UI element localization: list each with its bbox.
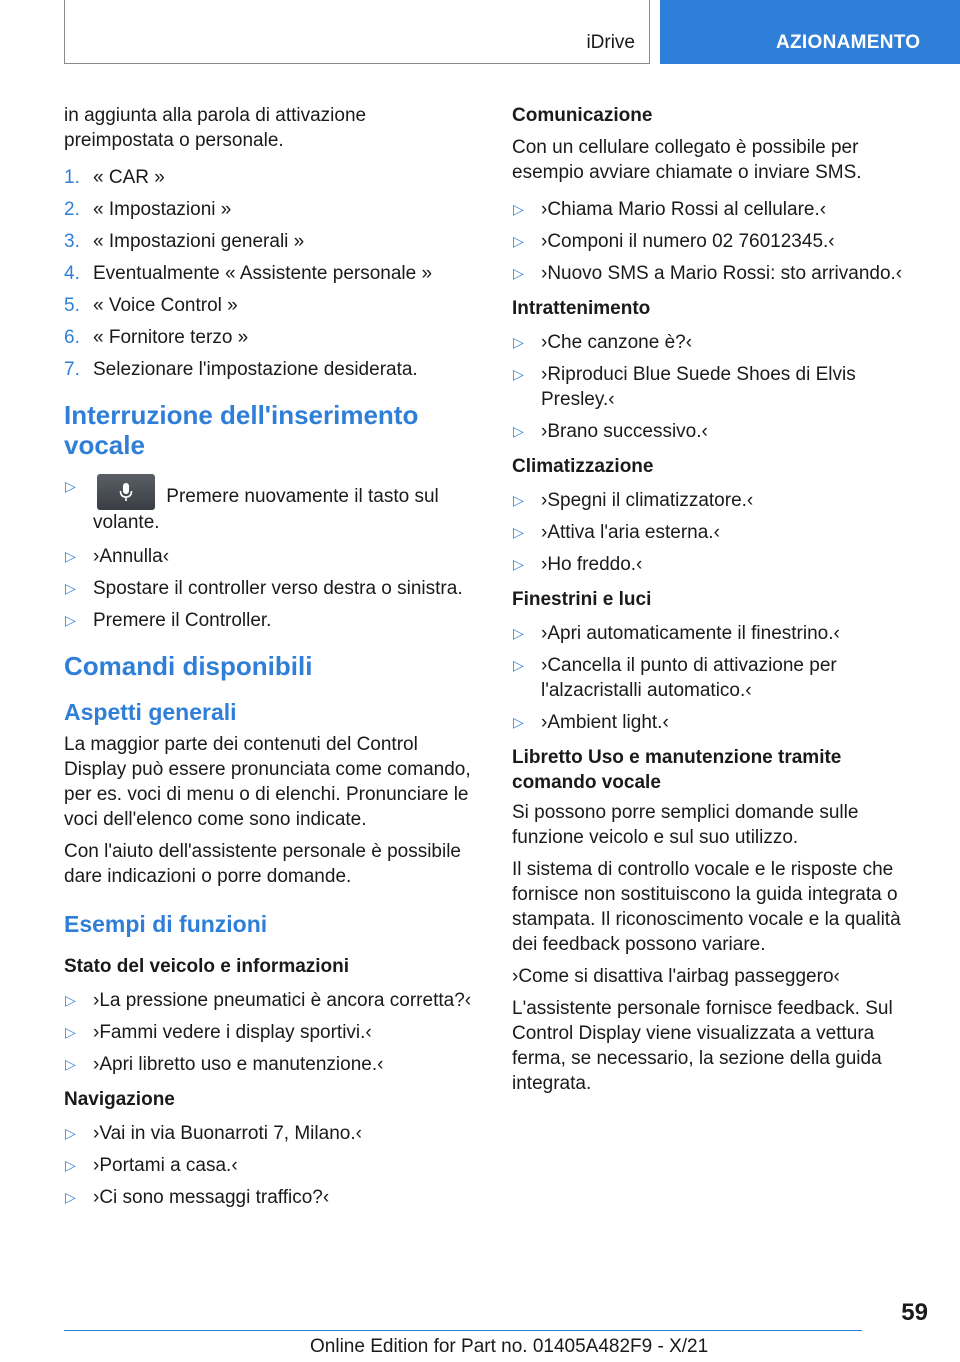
step-number: 4.	[64, 263, 80, 284]
heading-navigazione: Navigazione	[64, 1089, 175, 1110]
bullet-icon: ▷	[513, 657, 524, 673]
list-item: ▷ Premere nuovamente il tasto sul volante.	[64, 474, 480, 535]
heading-stato: Stato del veicolo e informazioni	[64, 956, 350, 977]
bullet-icon: ▷	[65, 478, 76, 494]
interruzione-list	[64, 474, 480, 633]
step-number: 1.	[64, 167, 80, 188]
bullet-icon: ▷	[513, 524, 524, 540]
list-item: ▷ ›Portami a casa.‹	[65, 1155, 238, 1176]
list-item: ▷ ›Chiama Mario Rossi al cellulare.‹	[513, 199, 827, 220]
list-item: ▷ ›Brano successivo.‹	[513, 421, 708, 442]
list-item: ▷ ›Nuovo SMS a Mario Rossi: sto arrivando.‹	[513, 263, 903, 284]
page-number: 59	[901, 1299, 928, 1326]
aspetti-paragraph-1: La maggior parte dei contenuti del Control Display può essere pronunciata come comando, per es. voci di menu o di elenchi. Pronunciare le voci dell'elenco come sono indicate.	[64, 734, 471, 830]
step-number: 3.	[64, 231, 80, 252]
list-item: 7. Selezionare l'impostazione desiderata.	[64, 359, 418, 380]
right-column	[512, 103, 928, 1103]
bullet-icon: ▷	[65, 1024, 76, 1040]
list-item: 5. « Voice Control »	[64, 295, 238, 316]
bullet-icon: ▷	[65, 580, 76, 596]
bullet-icon: ▷	[65, 992, 76, 1008]
settings-steps	[64, 165, 480, 382]
list-item: 1. « CAR »	[64, 167, 165, 188]
step-number: 5.	[64, 295, 80, 316]
intro-text: in aggiunta alla parola di attivazione preimpostata o personale.	[64, 105, 367, 151]
bullet-icon: ▷	[513, 714, 524, 730]
heading-libretto: Libretto Uso e manutenzione tramite comando vocale	[512, 747, 842, 793]
bullet-icon: ▷	[513, 201, 524, 217]
bullet-icon: ▷	[65, 612, 76, 628]
bullet-icon: ▷	[513, 556, 524, 572]
heading-intrattenimento: Intrattenimento	[512, 298, 651, 319]
bullet-icon: ▷	[513, 625, 524, 641]
list-item: ▷ ›Apri automaticamente il finestrino.‹	[513, 623, 840, 644]
comunicazione-list	[512, 197, 928, 286]
aspetti-paragraph-2: Con l'aiuto dell'assistente personale è possibile dare indicazioni o porre domande.	[64, 841, 461, 887]
heading-interruzione: Interruzione dell'inserimento vocale	[64, 400, 419, 460]
list-item: ▷ Spostare il controller verso destra o sinistra.	[65, 578, 463, 599]
bullet-icon: ▷	[513, 492, 524, 508]
finestrini-list	[512, 621, 928, 735]
list-item: ▷ ›Vai in via Buonarroti 7, Milano.‹	[65, 1123, 362, 1144]
list-item: ▷ ›Apri libretto uso e manutenzione.‹	[65, 1054, 384, 1075]
list-item: ▷ ›Componi il numero 02 76012345.‹	[513, 231, 835, 252]
list-item: 3. « Impostazioni generali »	[64, 231, 305, 252]
list-item: 4. Eventualmente « Assistente personale »	[64, 263, 433, 284]
list-item: ▷ ›Fammi vedere i display sportivi.‹	[65, 1022, 372, 1043]
bullet-icon: ▷	[65, 1125, 76, 1141]
list-item: ▷ ›Cancella il punto di attivazione per l'alzacristalli automatico.‹	[513, 655, 837, 701]
bullet-icon: ▷	[513, 366, 524, 382]
bullet-icon: ▷	[513, 334, 524, 350]
header-frame	[64, 0, 650, 64]
step-number: 6.	[64, 327, 80, 348]
libretto-paragraph-4: L'assistente personale fornisce feedback. Sul Control Display viene visualizzata a vettura ferma, se necessario, la sezione della guida integrata.	[512, 998, 893, 1094]
heading-finestrini: Finestrini e luci	[512, 589, 652, 610]
heading-climatizzazione: Climatizzazione	[512, 456, 654, 477]
list-item: ▷ ›Spegni il climatizzatore.‹	[513, 490, 754, 511]
comunicazione-paragraph: Con un cellulare collegato è possibile per esempio avviare chiamate o inviare SMS.	[512, 137, 862, 183]
heading-esempi: Esempi di funzioni	[64, 911, 268, 937]
heading-comandi: Comandi disponibili	[64, 651, 313, 681]
chapter-tab[interactable]: AZIONAMENTO	[660, 0, 960, 64]
libretto-paragraph-2: Il sistema di controllo vocale e le risposte che fornisce non sostituiscono la guida integrata o stampata. Il riconoscimento vocale e la qualità dei feedback possono variare.	[512, 859, 901, 955]
section-title: iDrive	[586, 32, 635, 53]
step-number: 7.	[64, 359, 80, 380]
list-item: 6. « Fornitore terzo »	[64, 327, 249, 348]
list-item: ▷ ›Riproduci Blue Suede Shoes di Elvis Presley.‹	[513, 364, 856, 410]
stato-list	[64, 988, 480, 1077]
climatizzazione-list	[512, 488, 928, 577]
list-item: ▷ Premere il Controller.	[65, 610, 272, 631]
list-item: ▷ ›Che canzone è?‹	[513, 332, 693, 353]
bullet-icon: ▷	[513, 423, 524, 439]
online-edition-note: Online Edition for Part no. 01405A482F9 - X/21	[310, 1336, 709, 1357]
microphone-icon	[118, 482, 134, 502]
left-column	[64, 103, 480, 1217]
step-number: 2.	[64, 199, 80, 220]
list-item: ▷ ›La pressione pneumatici è ancora corretta?‹	[65, 990, 472, 1011]
intrattenimento-list	[512, 330, 928, 444]
list-item: ▷ ›Annulla‹	[65, 546, 170, 567]
heading-aspetti: Aspetti generali	[64, 699, 237, 725]
voice-button-image	[97, 474, 155, 510]
bullet-icon: ▷	[65, 548, 76, 564]
footer-divider	[64, 1330, 862, 1331]
list-item: ▷ ›Ho freddo.‹	[513, 554, 643, 575]
bullet-icon: ▷	[65, 1157, 76, 1173]
bullet-icon: ▷	[513, 265, 524, 281]
bullet-icon: ▷	[65, 1056, 76, 1072]
heading-comunicazione: Comunicazione	[512, 105, 653, 126]
libretto-example-command: ›Come si disattiva l'airbag passeggero‹	[512, 966, 840, 987]
navigazione-list	[64, 1121, 480, 1210]
list-item: ▷ ›Ci sono messaggi traffico?‹	[65, 1187, 330, 1208]
list-item: ▷ ›Attiva l'aria esterna.‹	[513, 522, 720, 543]
bullet-icon: ▷	[513, 233, 524, 249]
list-item: ▷ ›Ambient light.‹	[513, 712, 669, 733]
list-item: 2. « Impostazioni »	[64, 199, 232, 220]
bullet-icon: ▷	[65, 1189, 76, 1205]
libretto-paragraph-1: Si possono porre semplici domande sulle funzione veicolo e sul suo utilizzo.	[512, 802, 859, 848]
